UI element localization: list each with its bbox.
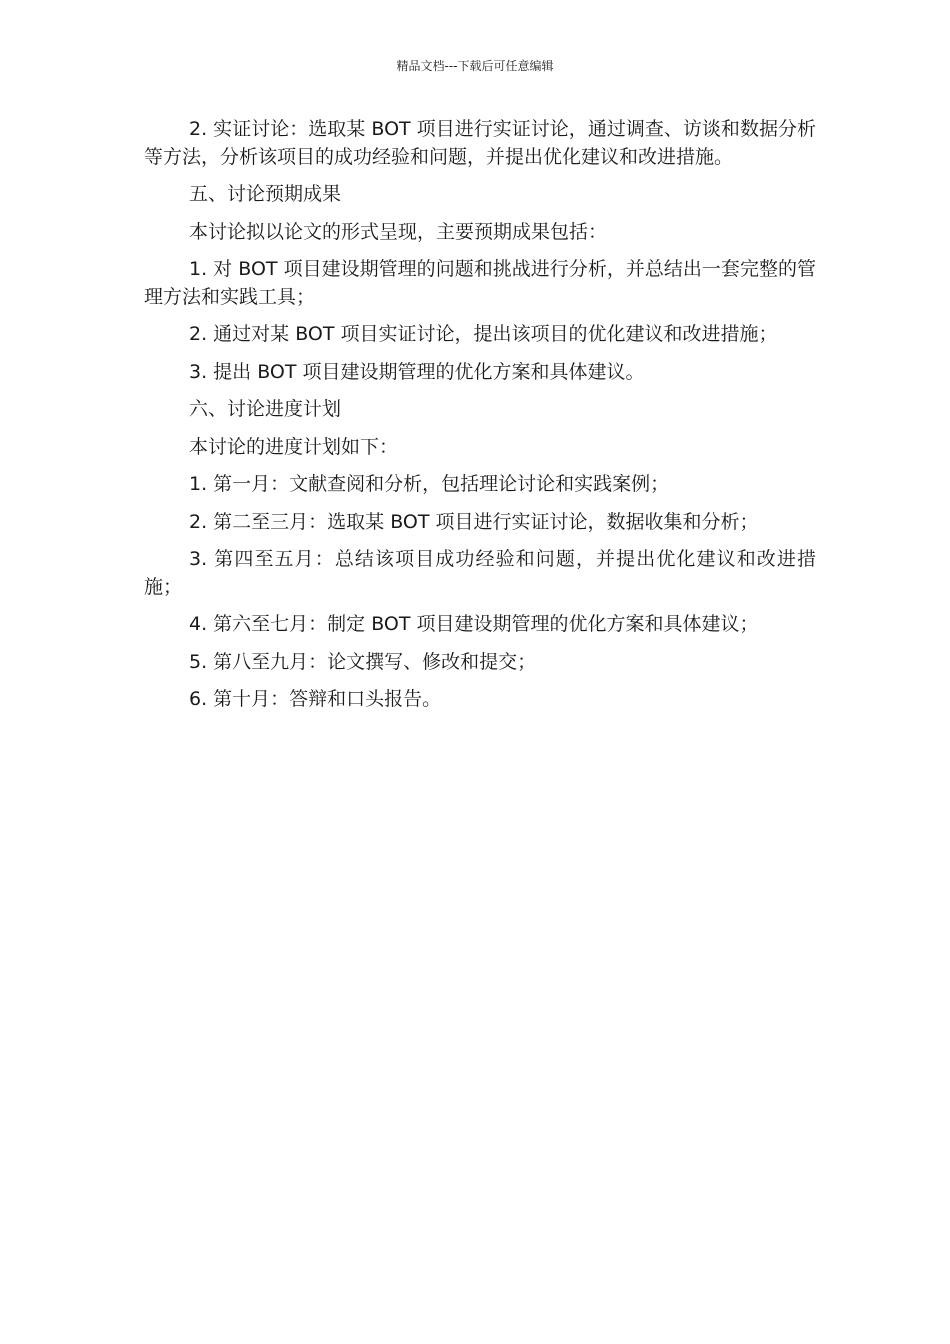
paragraph-empirical-discussion: 2. 实证讨论：选取某 BOT 项目进行实证讨论，通过调查、访谈和数据分析等方法，分析该项目的成功经验和问题，并提出优化建议和改进措施。	[144, 118, 816, 168]
document-body	[144, 116, 816, 724]
list-item-schedule-3: 3. 第四至五月：总结该项目成功经验和问题，并提出优化建议和改进措施；	[144, 548, 816, 598]
list-item-schedule-5: 5. 第八至九月：论文撰写、修改和提交；	[189, 650, 537, 673]
section-heading-expected-results: 五、讨论预期成果	[189, 183, 342, 205]
paragraph-results-intro: 本讨论拟以论文的形式呈现，主要预期成果包括：	[189, 220, 608, 243]
list-item-result-3: 3. 提出 BOT 项目建设期管理的优化方案和具体建议。	[189, 360, 645, 383]
page-header: 精品文档---下载后可任意编辑	[396, 59, 554, 73]
list-item-schedule-4: 4. 第六至七月：制定 BOT 项目建设期管理的优化方案和具体建议；	[189, 613, 759, 635]
list-item-result-2: 2. 通过对某 BOT 项目实证讨论，提出该项目的优化建议和改进措施；	[189, 323, 778, 345]
section-heading-schedule: 六、讨论进度计划	[189, 398, 342, 420]
list-item-schedule-1: 1. 第一月：文献查阅和分析，包括理论讨论和实践案例；	[189, 473, 670, 495]
list-item-schedule-2: 2. 第二至三月：选取某 BOT 项目进行实证讨论，数据收集和分析；	[189, 510, 759, 533]
list-item-result-1: 1. 对 BOT 项目建设期管理的问题和挑战进行分析，并总结出一套完整的管理方法和实践工具；	[144, 258, 816, 308]
paragraph-schedule-intro: 本讨论的进度计划如下：	[189, 435, 399, 458]
list-item-schedule-6: 6. 第十月：答辩和口头报告。	[189, 688, 442, 710]
